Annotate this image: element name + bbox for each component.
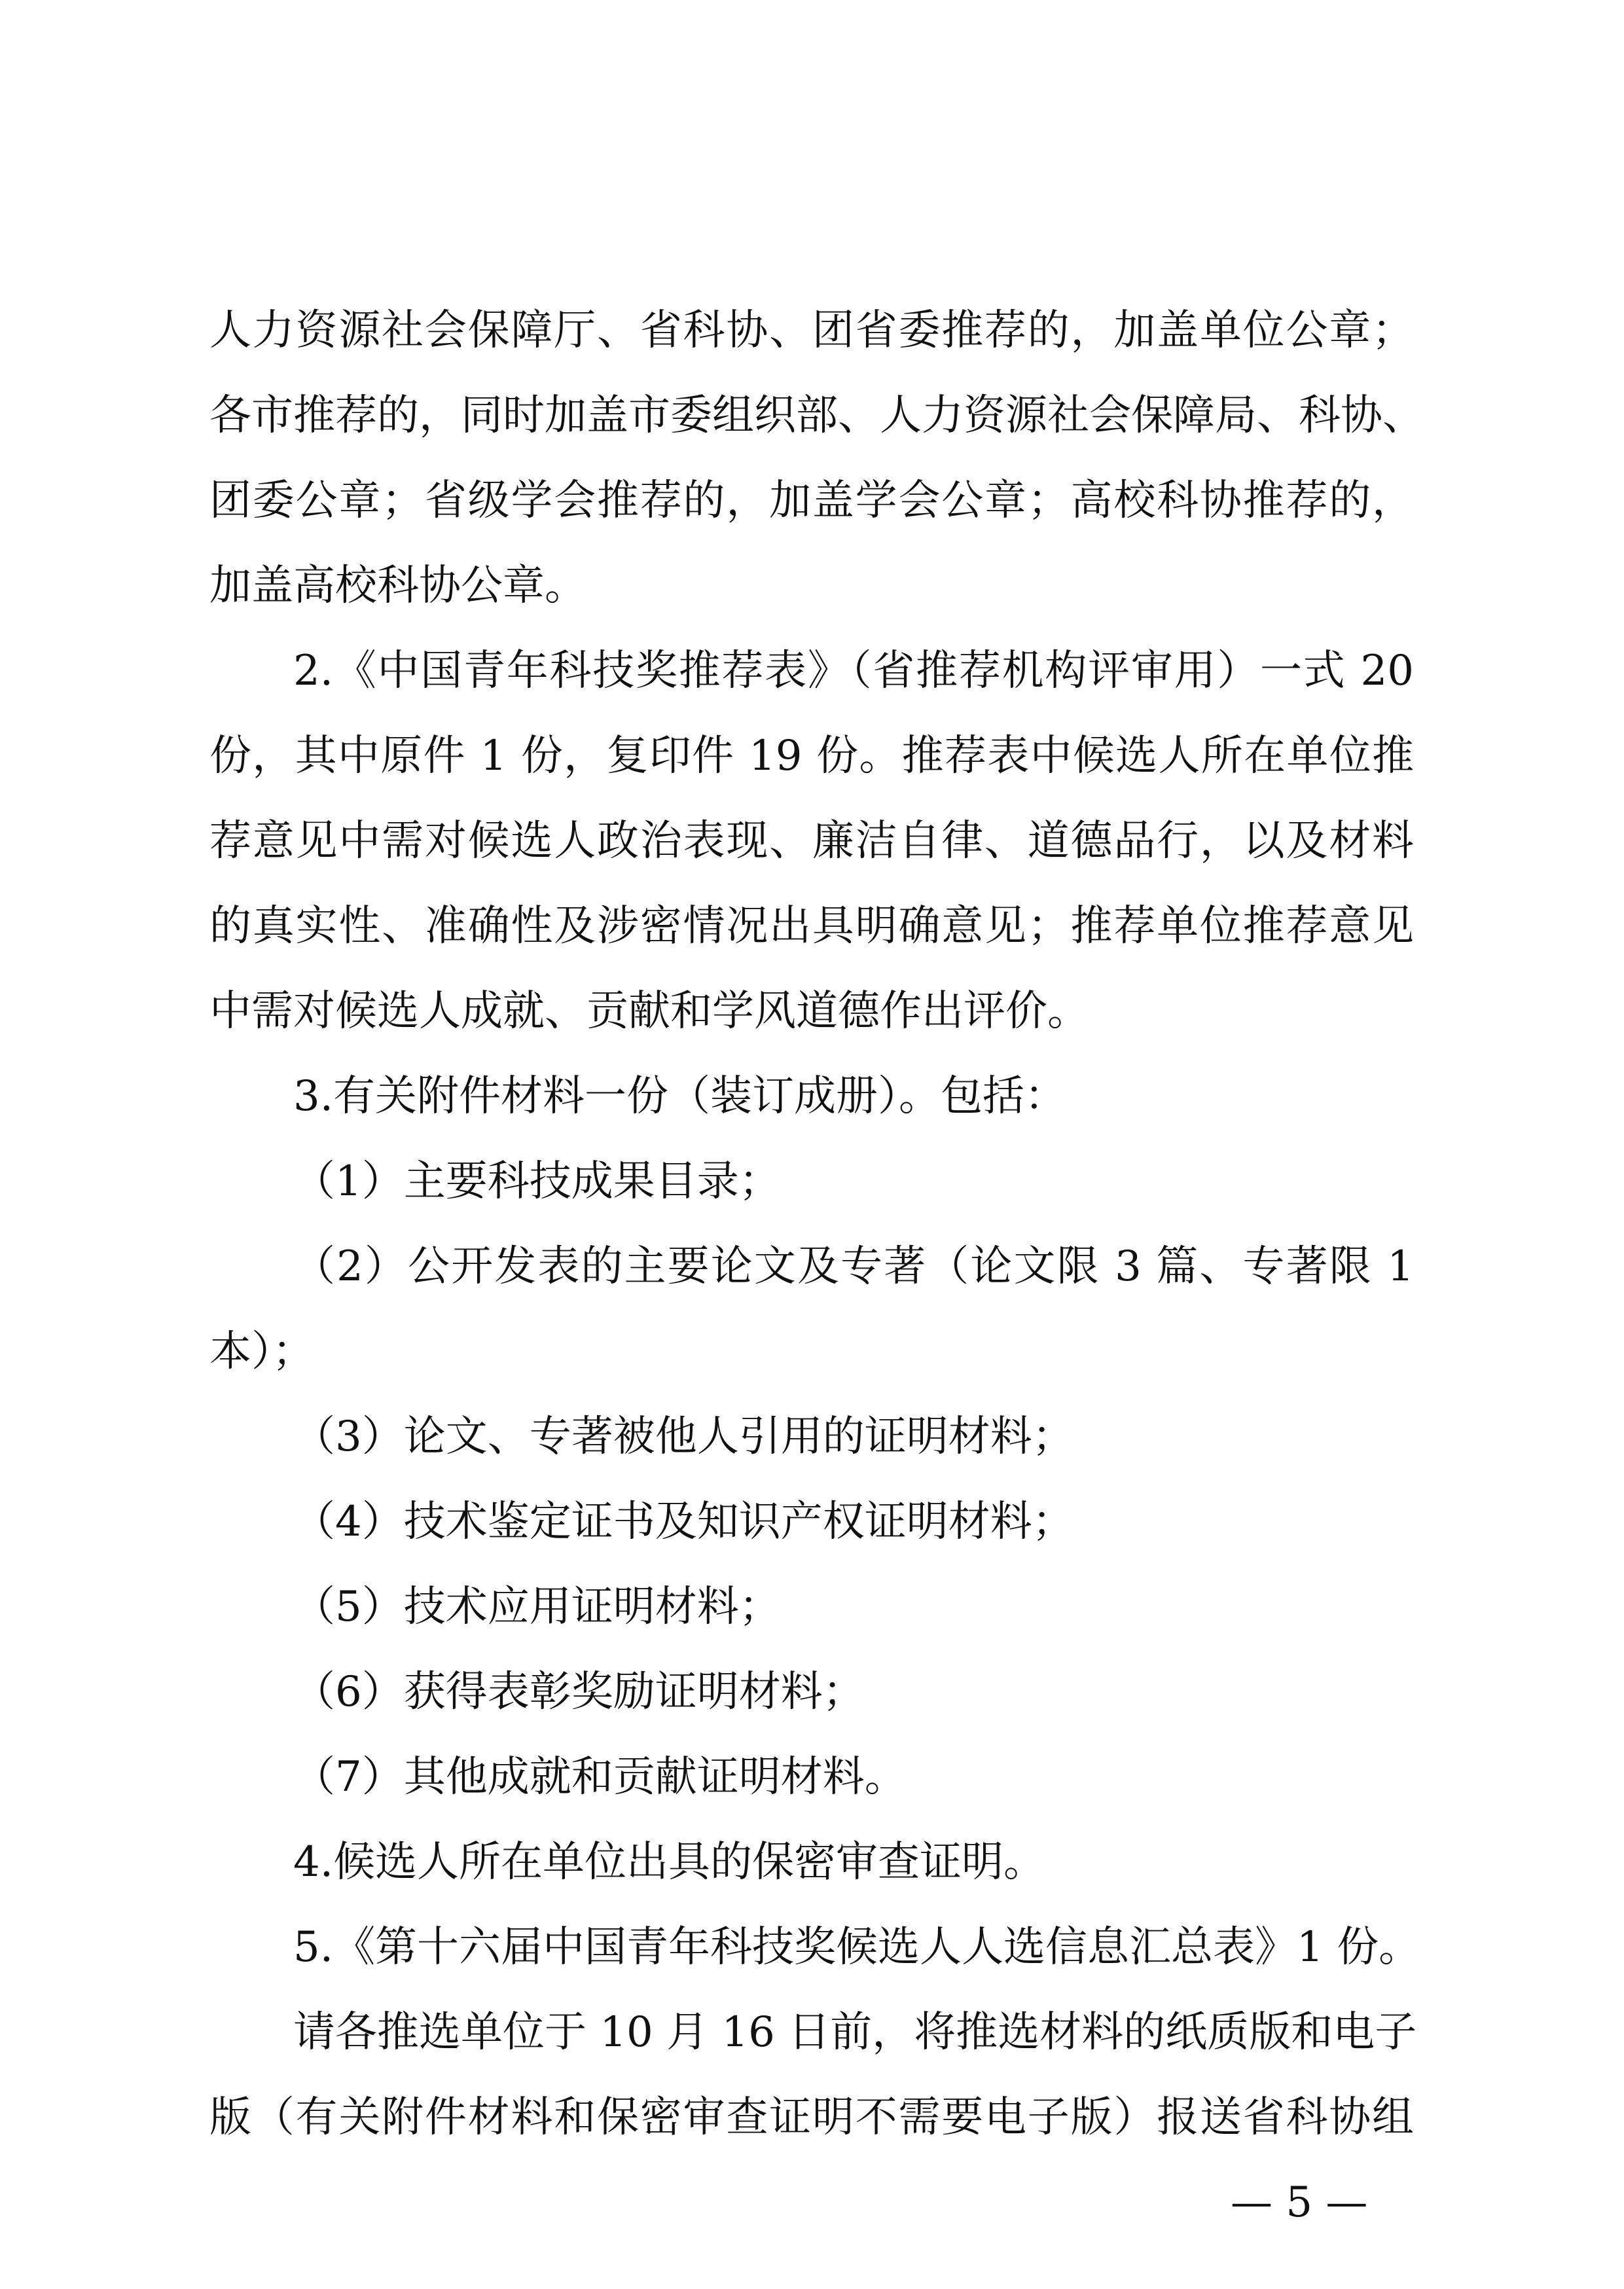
list-item: （1）主要科技成果目录； xyxy=(293,1157,781,1206)
list-item-continuation: 本）； xyxy=(209,1327,314,1376)
list-item: （2）公开发表的主要论文及专著（论文限 3 篇、专著限 1 xyxy=(293,1242,1414,1291)
paragraph-line: 加盖高校科协公章。 xyxy=(209,562,586,610)
list-item: （3）论文、专著被他人引用的证明材料； xyxy=(293,1413,1074,1461)
paragraph-line: 版（有关附件材料和保密审查证明不需要电子版）报送省科协组 xyxy=(209,2093,1414,2142)
paragraph-line: 各市推荐的，同时加盖市委组织部、人力资源社会保障局、科协、 xyxy=(209,391,1424,440)
list-item: （5）技术应用证明材料； xyxy=(293,1583,781,1631)
list-item: （6）获得表彰奖励证明材料； xyxy=(293,1668,865,1716)
paragraph-line: 份，其中原件 1 份，复印件 19 份。推荐表中候选人所在单位推 xyxy=(209,732,1414,780)
list-item: （7）其他成就和贡献证明材料。 xyxy=(293,1753,907,1801)
paragraph-line: 中需对候选人成就、贡献和学风道德作出评价。 xyxy=(209,987,1089,1036)
paragraph-line: 团委公章；省级学会推荐的，加盖学会公章；高校科协推荐的， xyxy=(209,477,1414,525)
paragraph-line: 人力资源社会保障厅、省科协、团省委推荐的，加盖单位公章； xyxy=(209,306,1414,355)
list-heading: 3.有关附件材料一份（装订成册）。包括： xyxy=(293,1072,1067,1121)
paragraph-line: 荐意见中需对候选人政治表现、廉洁自律、道德品行，以及材料 xyxy=(209,817,1414,865)
page-number: — 5 — xyxy=(1231,2178,1368,2227)
paragraph-line: 4.候选人所在单位出具的保密审查证明。 xyxy=(293,1838,1046,1886)
paragraph-line: 5.《第十六届中国青年科技奖候选人人选信息汇总表》1 份。 xyxy=(293,1923,1421,1972)
list-item: （4）技术鉴定证书及知识产权证明材料； xyxy=(293,1498,1074,1546)
paragraph-line: 的真实性、准确性及涉密情况出具明确意见；推荐单位推荐意见 xyxy=(209,902,1414,950)
paragraph-line: 2.《中国青年科技奖推荐表》（省推荐机构评审用）一式 20 xyxy=(293,647,1414,695)
paragraph-line: 请各推选单位于 10 月 16 日前，将推选材料的纸质版和电子 xyxy=(293,2008,1417,2057)
